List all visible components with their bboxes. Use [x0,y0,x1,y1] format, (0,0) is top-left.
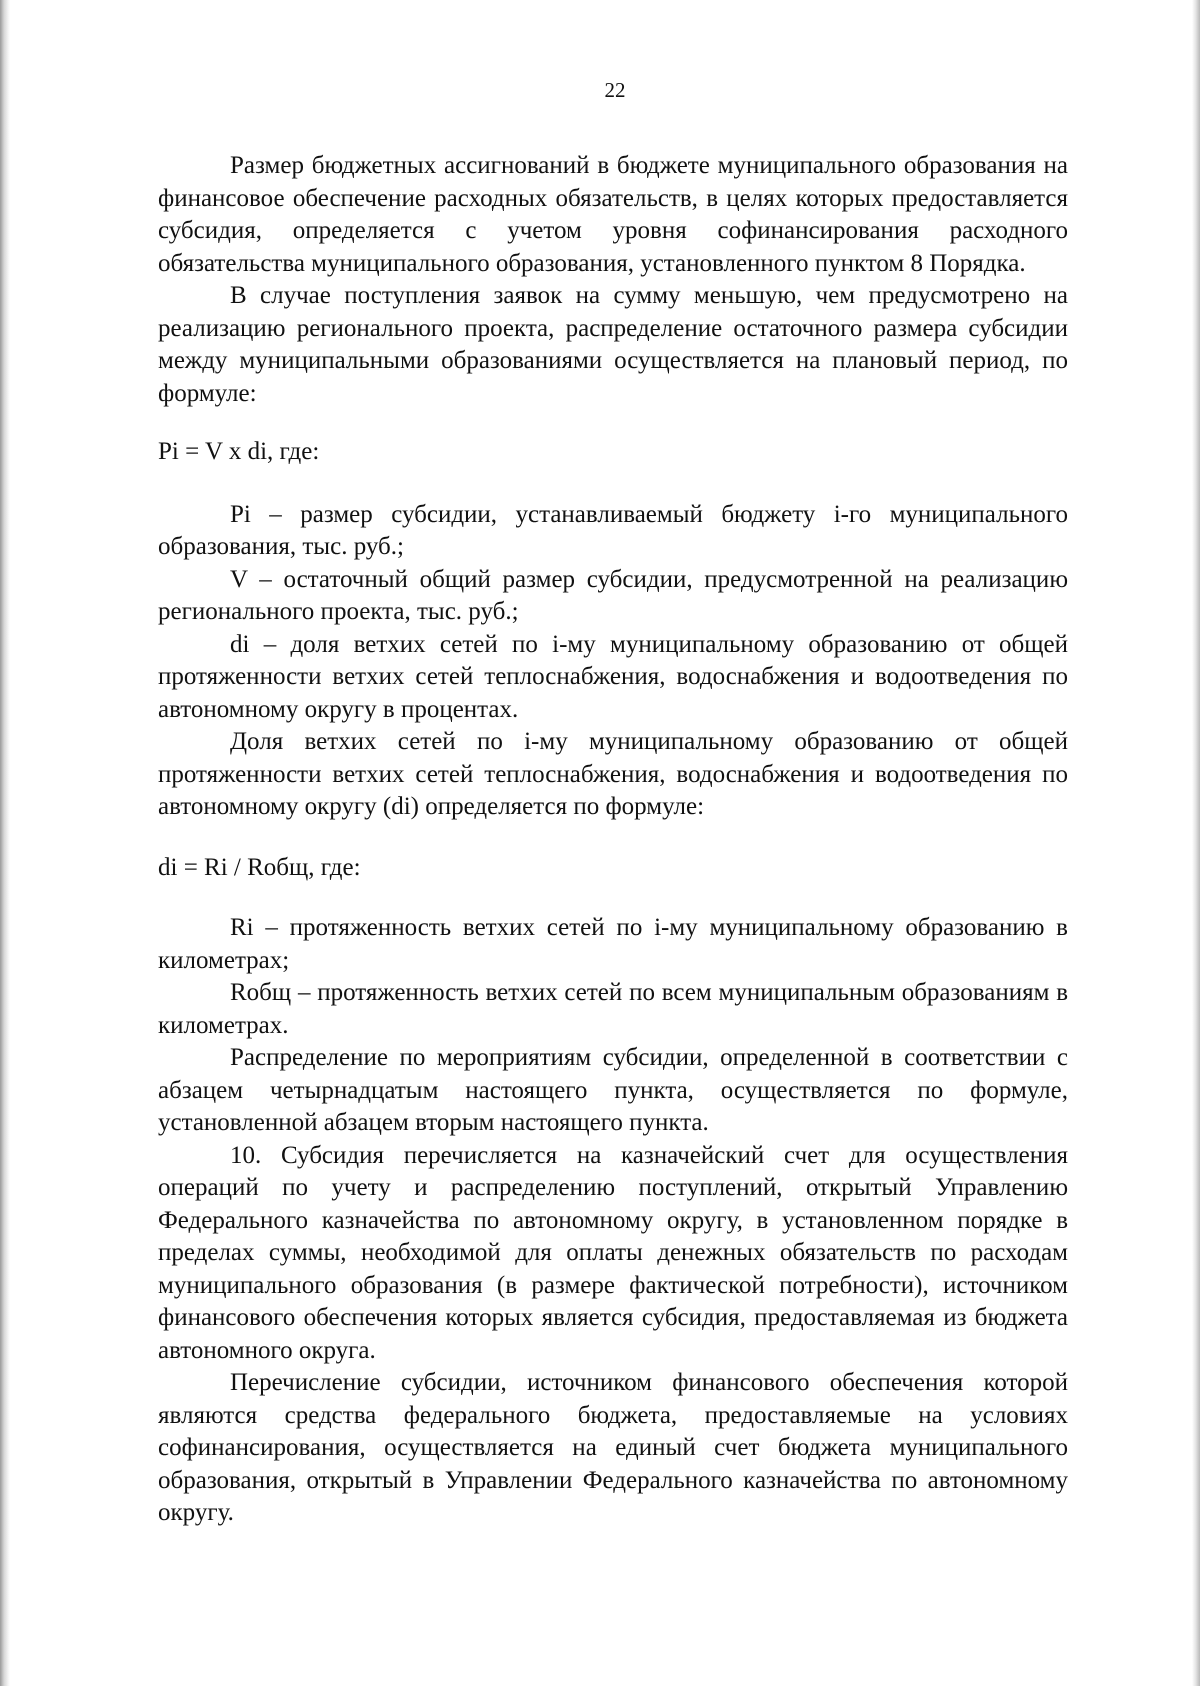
definition-r-total: Rобщ – протяженность ветхих сетей по всем муниципальным образованиям в километрах. [158,979,1068,1039]
definition-v: V – остаточный общий размер субсидии, предусмотренной на реализацию регионального проекта, тыс. руб.; [158,565,1068,625]
paragraph-budget-allocation: Размер бюджетных ассигнований в бюджете муниципального образования на финансовое обеспечение расходных обязательств, в целях которых предоставляется субсидия, определяется с учетом уровня софинансирования расходного обязательства муниципального образования, установленного пунктом 8 Порядка. [158,152,1068,277]
formula-pi: Pi = V x di, где: [158,438,320,465]
paragraph-applications-less: В случае поступления заявок на сумму меньшую, чем предусмотрено на реализацию регионального проекта, распределение остаточного размера субсидии между муниципальными образованиями осуществляется на плановый период, по формуле: [158,282,1068,407]
formula-di: di = Ri / Rобщ, где: [158,853,361,881]
paragraph-distribution: Распределение по мероприятиям субсидии, определенной в соответствии с абзацем четырнадцатым настоящего пункта, осуществляется по формуле, установленной абзацем вторым настоящего пункта. [158,1044,1068,1136]
paragraph-item-10: 10. Субсидия перечисляется на казначейский счет для осуществления операций по учету и распределению поступлений, открытый Управлению Федерального казначейства по автономному округу, в установленном порядке в пределах суммы, необходимой для оплаты денежных обязательств по расходам муниципального образования (в размере фактической потребности), источником финансового обеспечения которых является субсидия, предоставляемая из бюджета автономного округа. [158,1141,1068,1364]
paragraph-transfer: Перечисление субсидии, источником финансового обеспечения которой являются средства федерального бюджета, предоставляемые на условиях софинансирования, осуществляется на единый счет бюджета муниципального образования, открытый в Управлении Федерального казначейства по автономному округу. [158,1369,1068,1526]
paragraph-share-formula: Доля ветхих сетей по i-му муниципальному образованию от общей протяженности ветхих сетей теплоснабжения, водоснабжения и водоотведения по автономному округу (di) определяется по формуле: [158,728,1068,820]
definition-di: di – доля ветхих сетей по i-му муниципальному образованию от общей протяженности ветхих сетей теплоснабжения, водоснабжения и водоотведения по автономному округу в процентах. [158,630,1068,723]
document-body [158,150,1068,1530]
definition-pi: Pi – размер субсидии, устанавливаемый бюджету i-го муниципального образования, тыс. руб.; [158,500,1068,560]
scan-edge-left [0,0,10,1686]
definition-ri: Ri – протяженность ветхих сетей по i-му муниципальному образованию в километрах; [158,914,1068,974]
page-number: 22 [604,78,626,102]
scan-edge-right [1192,0,1200,1686]
